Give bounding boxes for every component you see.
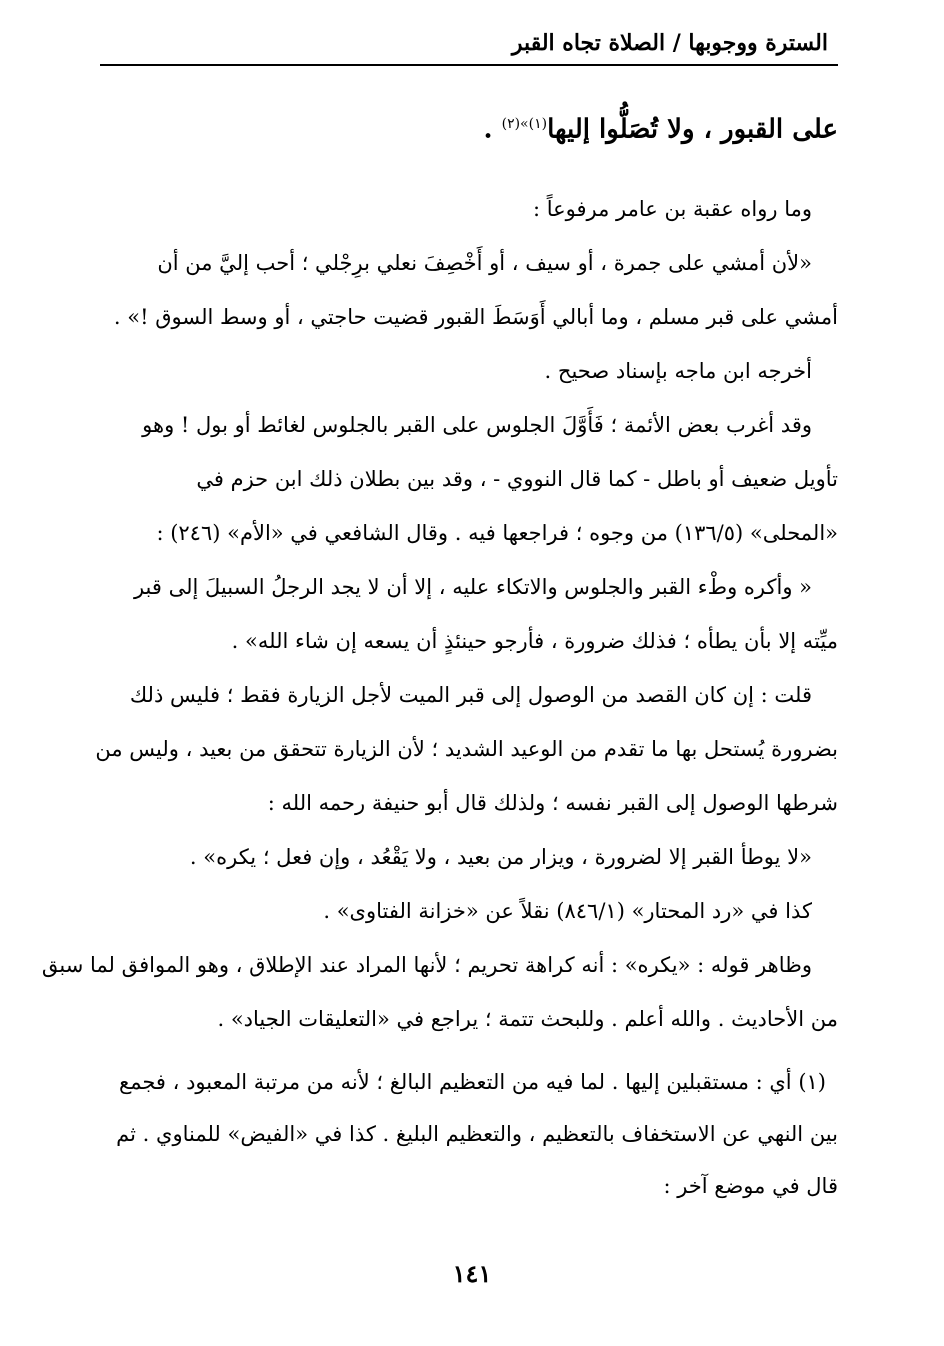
hadith-continuation-end: . (483, 114, 502, 145)
hadith-continuation-line (100, 94, 838, 160)
paragraph-line: « وأكره وطْء القبر والجلوس والاتكاء عليه ، إلا أن لا يجد الرجلُ السبيلَ إلى قبر (133, 574, 812, 599)
footnote-refs: (١)»(٢) (501, 116, 548, 132)
paragraph-line: تأويل ضعيف أو باطل - كما قال النووي - ، وقد بين بطلان ذلك ابن حزم في (196, 466, 838, 491)
footnote-line: بين النهي عن الاستخفاف بالتعظيم ، والتعظيم البليغ . كذا في «الفيض» للمناوي . ثم (116, 1121, 838, 1146)
paragraph-line: أمشي على قبر مسلم ، وما أبالي أَوَسَطَ القبور قضيت حاجتي ، أو وسط السوق !» . (113, 304, 838, 329)
paragraph-line: وظاهر قوله : «يكره» : أنه كراهة تحريم ؛ لأنها المراد عند الإطلاق ، وهو الموافق لما سبق (41, 952, 812, 977)
paragraph-line: كذا في «رد المحتار» (٨٤٦/١) نقلاً عن «خزانة الفتاوى» . (323, 898, 812, 923)
paragraph-line: بضرورة يُستحل بها ما تقدم من الوعيد الشديد ؛ لأن الزيارة تتحقق من بعيد ، وليس من (95, 736, 838, 761)
footnote-line: (١) أي : مستقبلين إليها . لما فيه من التعظيم البالغ ؛ لأنه من مرتبة المعبود ، فجمع (119, 1069, 826, 1094)
paragraph-line: أخرجه ابن ماجه بإسناد صحيح . (544, 358, 812, 383)
paragraph-line: شرطها الوصول إلى القبر نفسه ؛ ولذلك قال أبو حنيفة رحمه الله : (267, 790, 838, 815)
paragraph-line: قلت : إن كان القصد من الوصول إلى قبر الميت لأجل الزيارة فقط ؛ فليس ذلك (129, 682, 812, 707)
hadith-continuation-text: على القبور ، ولا تُصَلُّوا إليها (547, 114, 838, 145)
paragraph-line: من الأحاديث . والله أعلم . وللبحث تتمة ؛ يراجع في «التعليقات الجياد» . (217, 1006, 838, 1031)
paragraph-line: ميِّته إلا بأن يطأه ؛ فذلك ضرورة ، فأرجو حينئذٍ أن يسعه إن شاء الله» . (231, 628, 838, 653)
paragraph-line: «لأن أمشي على جمرة ، أو سيف ، أو أَخْصِفَ نعلي برِجْلي ؛ أحب إليَّ من أن (157, 250, 812, 275)
running-header: السترة ووجوبها / الصلاة تجاه القبر (511, 30, 828, 56)
page-body (41, 94, 838, 1212)
header-rule (100, 64, 838, 66)
footnote-line: قال في موضع آخر : (663, 1173, 838, 1198)
paragraph-line: وقد أغرب بعض الأئمة ؛ فَأَوَّلَ الجلوس على القبر بالجلوس لغائط أو بول ! وهو (142, 412, 812, 437)
page-number: ١٤١ (452, 1259, 492, 1288)
paragraph-line: «المحلى» (١٣٦/٥) من وجوه ؛ فراجعها فيه . وقال الشافعي في «الأم» (٢٤٦) : (156, 520, 838, 545)
paragraph-line: وما رواه عقبة بن عامر مرفوعاً : (532, 196, 812, 221)
paragraph-line: «لا يوطأ القبر إلا لضرورة ، ويزار من بعيد ، ولا يَقْعُد ، وإن فعل ؛ يكره» . (189, 844, 812, 869)
